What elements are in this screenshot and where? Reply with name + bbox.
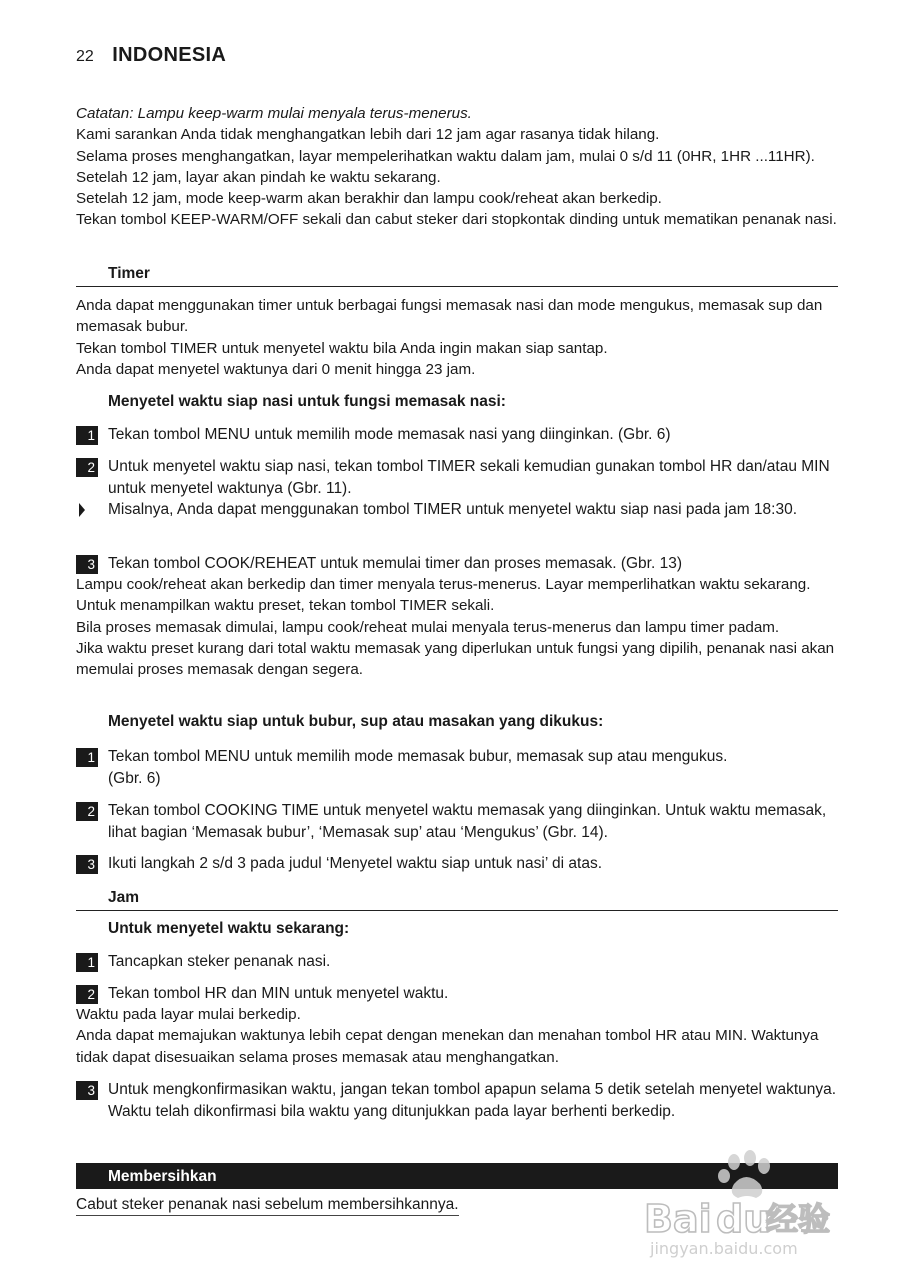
step-text: Ikuti langkah 2 s/d 3 pada judul ‘Menyetel waktu siap untuk nasi’ di atas. <box>108 855 603 872</box>
cleaning-first-line: Cabut steker penanak nasi sebelum membersihkannya. <box>76 1196 459 1216</box>
step-item <box>76 951 838 973</box>
bullet-text: Misalnya, Anda dapat menggunakan tombol TIMER untuk menyetel waktu siap nasi pada jam 18:30. <box>108 501 798 518</box>
intro-line: Selama proses menghangatkan, layar mempelerihatkan waktu dalam jam, mulai 0 s/d 11 (0HR, 1HR ...11HR). Setelah 12 jam, layar akan pindah ke waktu sekarang. <box>76 147 815 186</box>
step-item <box>76 1079 838 1123</box>
step-text: Tekan tombol HR dan MIN untuk menyetel waktu. <box>108 985 449 1002</box>
step-number: 2 <box>76 458 98 477</box>
subheading-clock: Untuk menyetel waktu sekarang: <box>108 920 350 937</box>
watermark-brand-mid: du <box>716 1197 771 1241</box>
timer-line: Anda dapat menyetel waktunya dari 0 menit hingga 23 jam. <box>76 360 476 378</box>
baidu-watermark <box>642 1150 842 1260</box>
step-number: 2 <box>76 802 98 821</box>
watermark-brand-left: Bai <box>644 1197 712 1241</box>
step3-notes <box>76 574 838 680</box>
timer-line: Tekan tombol TIMER untuk menyetel waktu bila Anda ingin makan siap santap. <box>76 339 608 357</box>
bullet-arrow-icon <box>79 503 85 517</box>
page-header <box>76 44 226 67</box>
note-line: Waktu pada layar mulai berkedip. <box>76 1006 301 1023</box>
step-item <box>76 424 838 446</box>
note-line: Bila proses memasak dimulai, lampu cook/reheat mulai menyala terus-menerus dan lampu timer padam. <box>76 618 780 636</box>
step-item <box>76 853 838 875</box>
step-number: 3 <box>76 1081 98 1100</box>
step-text: Tancapkan steker penanak nasi. <box>108 953 331 970</box>
note-line: Lampu cook/reheat akan berkedip dan timer menyala terus-menerus. Layar memperlihatkan waktu sekarang. Untuk menampilkan waktu preset, tekan tombol TIMER sekali. <box>76 576 811 615</box>
step-item <box>76 983 838 1005</box>
step-item <box>76 800 838 844</box>
step-text: Untuk menyetel waktu siap nasi, tekan tombol TIMER sekali kemudian gunakan tombol HR dan/atau MIN untuk menyetel waktunya (Gbr. 11). <box>108 458 830 497</box>
step-text: Tekan tombol COOK/REHEAT untuk memulai timer dan proses memasak. (Gbr. 13) <box>108 555 682 572</box>
intro-line: Kami sarankan Anda tidak menghangatkan lebih dari 12 jam agar rasanya tidak hilang. <box>76 126 660 144</box>
intro-block <box>76 103 838 231</box>
section-heading-jam <box>76 885 838 911</box>
step-number: 3 <box>76 855 98 874</box>
subheading-rice: Menyetel waktu siap nasi untuk fungsi memasak nasi: <box>108 393 506 410</box>
intro-note: Catatan: Lampu keep-warm mulai menyala terus-menerus. <box>76 105 472 122</box>
step-number: 1 <box>76 748 98 767</box>
subheading-porridge: Menyetel waktu siap untuk bubur, sup atau masakan yang dikukus: <box>108 713 604 730</box>
watermark-brand-cn: 经验 <box>766 1200 831 1238</box>
intro-line: Tekan tombol KEEP-WARM/OFF sekali dan cabut steker dari stopkontak dinding untuk mematikan penanak nasi. <box>76 211 837 229</box>
section-heading-timer <box>76 261 838 287</box>
step-text: Tekan tombol COOKING TIME untuk menyetel waktu memasak yang diinginkan. Untuk waktu memasak, lihat bagian ‘Memasak bubur’, ‘Memasak sup’ atau ‘Mengukus’ (Gbr. 14). <box>108 802 827 841</box>
step-number: 1 <box>76 953 98 972</box>
step-item <box>76 553 838 575</box>
section-title: Jam <box>108 889 140 906</box>
section-title: Timer <box>108 265 150 282</box>
step-text: Tekan tombol MENU untuk memilih mode memasak nasi yang diinginkan. (Gbr. 6) <box>108 426 671 443</box>
bullet-item <box>76 499 838 521</box>
intro-line: Setelah 12 jam, mode keep-warm akan berakhir dan lampu cook/reheat akan berkedip. <box>76 190 662 208</box>
language-title: INDONESIA <box>112 44 227 66</box>
note-line: Jika waktu preset kurang dari total waktu memasak yang diperlukan untuk fungsi yang dipilih, penanak nasi akan memulai proses memasak dengan segera. <box>76 639 835 679</box>
timer-intro <box>76 295 838 380</box>
note-line: Anda dapat memajukan waktunya lebih cepat dengan menekan dan menahan tombol HR atau MIN. Waktunya tidak dapat disesuaikan selama proses memasak atau menghangatkan. <box>76 1027 819 1066</box>
step-number: 1 <box>76 426 98 445</box>
step-text: Untuk mengkonfirmasikan waktu, jangan tekan tombol apapun selama 5 detik setelah menyetel waktunya. Waktu telah dikonfirmasi bila waktu yang ditunjukkan pada layar berhenti berkedip. <box>108 1081 837 1120</box>
step-number: 3 <box>76 555 98 574</box>
step-item <box>76 746 838 790</box>
watermark-url: jingyan.baidu.com <box>650 1239 798 1258</box>
step-number: 2 <box>76 985 98 1004</box>
step2-notes <box>76 1004 838 1068</box>
page-number: 22 <box>76 48 94 65</box>
section-title: Membersihkan <box>108 1168 217 1185</box>
timer-line: Anda dapat menggunakan timer untuk berbagai fungsi memasak nasi dan mode mengukus, memasak sup dan memasak bubur. <box>76 297 823 336</box>
step-item <box>76 456 838 500</box>
step-text: Tekan tombol MENU untuk memilih mode memasak bubur, memasak sup atau mengukus. (Gbr. 6) <box>108 748 728 787</box>
